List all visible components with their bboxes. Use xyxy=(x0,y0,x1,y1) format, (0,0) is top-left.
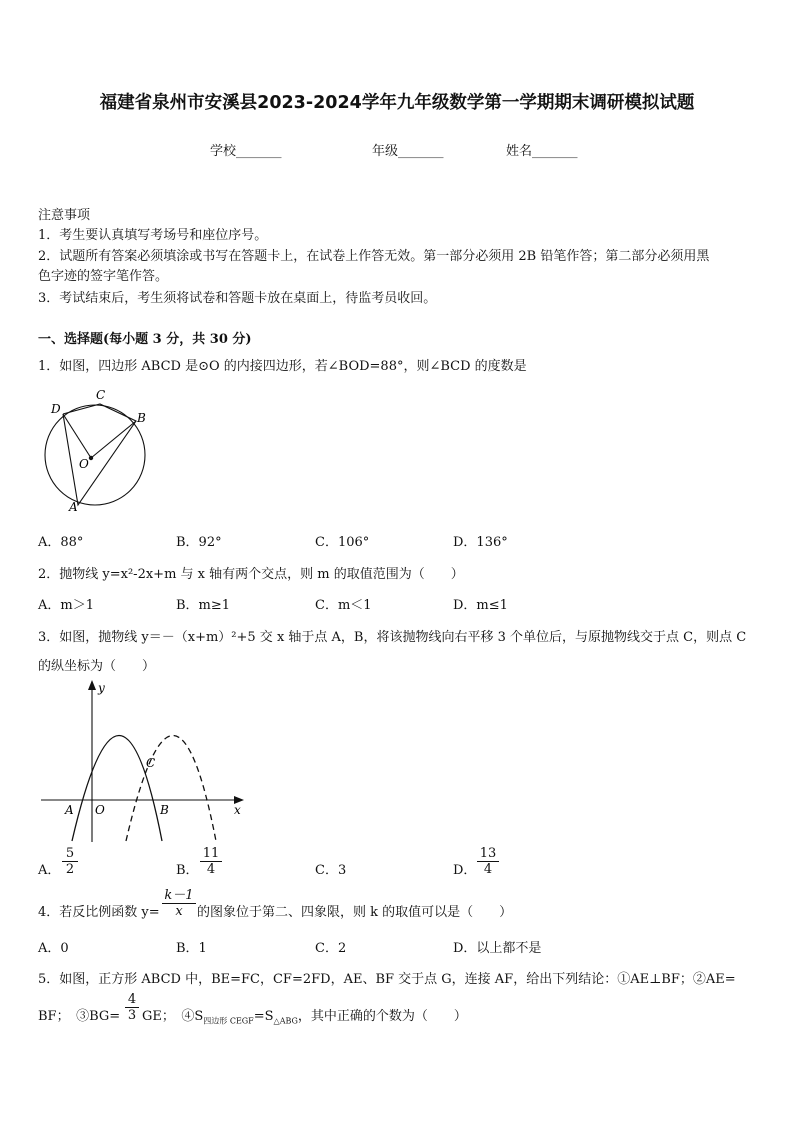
q3-label-a: A xyxy=(65,803,74,817)
q5-line2-c: =S xyxy=(253,1009,274,1024)
q1-option-a: A．88° xyxy=(38,535,84,550)
q4-option-d: D．以上都不是 xyxy=(453,941,542,956)
q5-line2-b: GE； ④S xyxy=(142,1009,204,1024)
q3-option-b-fraction xyxy=(200,846,222,877)
q3-label-c: C xyxy=(146,756,156,770)
notice-item-1: 1．考生要认真填写考场号和座位序号。 xyxy=(38,228,268,243)
school-field: 学校_______ xyxy=(210,144,282,159)
notice-heading: 注意事项 xyxy=(38,208,91,223)
notice-item-2-cont: 色字迹的签字笔作答。 xyxy=(38,269,169,284)
q2-option-a: A．m＞1 xyxy=(38,598,94,613)
q4-option-c: C．2 xyxy=(315,941,347,956)
q5-sub-quad: 四边形 CEGF xyxy=(203,1016,254,1026)
q1-stem: 1．如图，四边形 ABCD 是⊙O 的内接四边形，若∠BOD=88°，则∠BCD 的度数是 xyxy=(38,359,527,374)
q1-option-b: B．92° xyxy=(176,535,222,550)
q1-label-o: O xyxy=(79,457,89,471)
q3-stem-line1: 3．如图，抛物线 y＝－（x+m）²+5 交 x 轴于点 A，B，将该抛物线向右平移 3 个单位后，与原抛物线交于点 C，则点 C xyxy=(38,630,747,645)
q3-option-a-letter: A． xyxy=(38,863,61,878)
q1-label-c: C xyxy=(96,388,106,402)
q1-label-b: B xyxy=(137,411,146,425)
q3-stem-line2: 的纵坐标为（ ） xyxy=(38,659,156,674)
q1-circle-figure xyxy=(38,382,158,512)
q3-label-o: O xyxy=(95,803,105,817)
q4-option-b: B．1 xyxy=(176,941,207,956)
q1-option-d: D．136° xyxy=(453,535,508,550)
q1-quadrilateral xyxy=(63,404,136,505)
q1-label-a: A xyxy=(69,500,78,512)
q3-option-b-den: 4 xyxy=(206,862,216,877)
q4-frac-den: x xyxy=(175,904,183,919)
q3-shifted-parabola xyxy=(126,736,216,842)
q2-option-b: B．m≥1 xyxy=(176,598,231,613)
q1-option-c: C．106° xyxy=(315,535,370,550)
q3-original-parabola xyxy=(72,736,162,842)
q3-option-d-den: 4 xyxy=(483,862,493,877)
q3-option-c: C．3 xyxy=(315,863,347,878)
q3-option-b-num: 11 xyxy=(200,846,222,862)
q1-radius-od xyxy=(63,414,91,458)
grade-field: 年级_______ xyxy=(372,144,444,159)
section-heading: 一、选择题(每小题 3 分，共 30 分) xyxy=(38,332,252,347)
q5-fraction xyxy=(125,992,139,1023)
q3-label-b: B xyxy=(160,803,169,817)
notice-item-2: 2．试题所有答案必须填涂或书写在答题卡上，在试卷上作答无效。第一部分必须用 2B 铅笔作答；第二部分必须用黑 xyxy=(38,249,710,264)
q2-option-c: C．m＜1 xyxy=(315,598,372,613)
q5-frac-num: 4 xyxy=(125,992,139,1008)
notice-item-3: 3．考试结束后，考生须将试卷和答题卡放在桌面上，待监考员收回。 xyxy=(38,291,437,306)
q2-stem: 2．抛物线 y=x²-2x+m 与 x 轴有两个交点，则 m 的取值范围为（ ） xyxy=(38,567,464,582)
q3-option-b-letter: B． xyxy=(176,863,199,878)
q3-parabola-figure xyxy=(38,676,253,846)
q3-option-a-num: 5 xyxy=(62,846,78,862)
q3-y-arrow xyxy=(88,680,96,690)
q1-label-d: D xyxy=(51,402,61,416)
q3-label-y: y xyxy=(98,681,105,695)
q3-option-a-fraction xyxy=(62,846,78,877)
q5-line2-a: BF； ③BG= xyxy=(38,1009,121,1024)
q4-stem-pre: 4．若反比例函数 y= xyxy=(38,905,160,920)
q5-stem-line1: 5．如图，正方形 ABCD 中，BE=FC，CF=2FD，AE、BF 交于点 G，连接 AF，给出下列结论：①AE⊥BF；②AE= xyxy=(38,972,736,987)
q3-option-a-den: 2 xyxy=(65,862,75,877)
q5-frac-den: 3 xyxy=(127,1008,137,1023)
q3-option-d-fraction xyxy=(477,846,499,877)
q5-sub-triangle: △ABG xyxy=(273,1016,298,1026)
q4-option-a: A．0 xyxy=(38,941,69,956)
q4-stem-post: 的图象位于第二、四象限，则 k 的取值可以是（ ） xyxy=(197,905,513,920)
q4-fraction xyxy=(162,888,196,919)
page-title: 福建省泉州市安溪县2023-2024学年九年级数学第一学期期末调研模拟试题 xyxy=(99,93,695,113)
q5-line2-d: ，其中正确的个数为（ ） xyxy=(297,1009,467,1024)
name-field: 姓名_______ xyxy=(506,144,578,159)
q2-option-d: D．m≤1 xyxy=(453,598,508,613)
q1-center-dot xyxy=(89,456,93,460)
q5-line2-rest xyxy=(142,1005,467,1027)
q4-frac-num: k－1 xyxy=(162,888,196,904)
q1-radius-ob xyxy=(91,421,136,458)
q3-label-x: x xyxy=(234,803,241,817)
q3-option-d-letter: D． xyxy=(453,863,477,878)
q3-option-d-num: 13 xyxy=(477,846,499,862)
